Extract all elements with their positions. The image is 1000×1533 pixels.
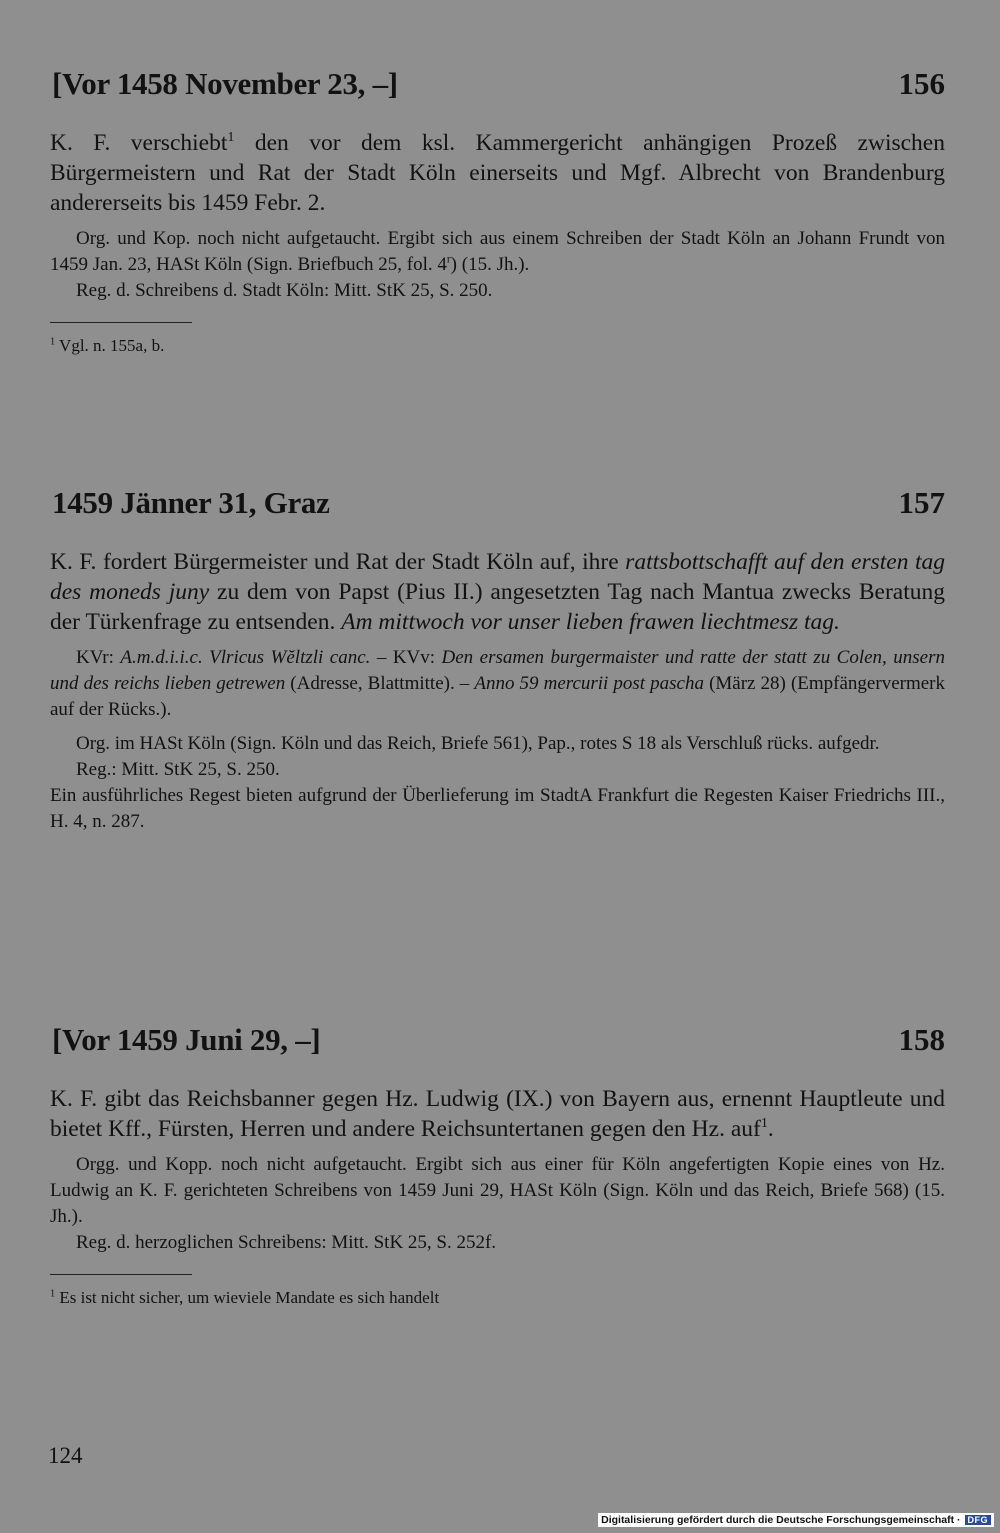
footnote-ref: 1 (227, 129, 235, 146)
entry-summary: K. F. gibt das Reichsbanner gegen Hz. Ludwig (IX.) von Bayern aus, ernennt Hauptleute und bietet Kff., Fürsten, Herren und andere Reichsuntertanen gegen den Hz. auf$^1$. (50, 1086, 945, 1142)
tradition-note: Orgg. und Kopp. noch nicht aufgetaucht. Ergibt sich aus einer für Köln angefertigten Kopie eines von Hz. Ludwig an K. F. gerichteten Schreibens von 1459 Juni 29, HASt Köln (Sign. Köln und das Reich, Briefe 568) (15. Jh.). (50, 1154, 945, 1227)
entry-date: [Vor 1459 Juni 29, –] (52, 1022, 321, 1057)
entry-summary: K. F. fordert Bürgermeister und Rat der Stadt Köln auf, ihre rattsbottschafft auf den ersten tag des moneds juny zu dem von Papst (Pius II.) angesetzten Tag nach Mantua zwecks Beratung der Türkenfrage zu entsenden. Am mittwoch vor unser lieben frawen liechtmesz tag. (50, 549, 945, 635)
footnote-ref: 1 (760, 1115, 768, 1132)
dfg-logo-icon: DFG (965, 1515, 992, 1525)
entry-number: 156 (898, 66, 945, 101)
digitization-credit (598, 1513, 994, 1527)
tradition-note: Org. im HASt Köln (Sign. Köln und das Reich, Briefe 561), Pap., rotes S 18 als Verschluß rücks. aufgedr. (76, 733, 880, 754)
footnote-divider (50, 1274, 192, 1275)
entry-157 (50, 485, 945, 835)
credit-text: Digitalisierung gefördert durch die Deutsche Forschungsgemeinschaft · (601, 1514, 961, 1526)
entry-158 (50, 1022, 945, 1309)
footnote-divider (50, 322, 192, 323)
regest-note: Reg. d. herzoglichen Schreibens: Mitt. StK 25, S. 252f. (76, 1232, 497, 1253)
footnote: $^1$ Es ist nicht sicher, um wieviele Mandate es sich handelt (50, 1288, 440, 1307)
entry-date: 1459 Jänner 31, Graz (52, 485, 330, 520)
page-number: 124 (48, 1443, 83, 1468)
entry-heading (50, 66, 945, 106)
literature-note: Ein ausführliches Regest bieten aufgrund der Überlieferung im StadtA Frankfurt die Regesten Kaiser Friedrichs III., H. 4, n. 287. (50, 785, 945, 832)
entry-date: [Vor 1458 November 23, –] (52, 66, 398, 101)
regest-note: Reg.: Mitt. StK 25, S. 250. (76, 759, 280, 780)
entry-heading (50, 485, 945, 525)
chancery-note: KVr: A.m.d.i.i.c. Vlricus Wĕltzli canc. – KVv: Den ersamen burgermaister und ratte der statt zu Colen, unsern und des reichs lieben getrewen (Adresse, Blattmitte). – Anno 59 mercurii post pascha (März 28) (Empfängervermerk auf der Rücks.). (50, 647, 945, 720)
regest-note: Reg. d. Schreibens d. Stadt Köln: Mitt. StK 25, S. 250. (76, 280, 493, 301)
entry-number: 157 (898, 485, 945, 520)
entry-summary: K. F. verschiebt$^1$ den vor dem ksl. Kammergericht anhängigen Prozeß zwischen Bürgermeistern und Rat der Stadt Köln einerseits und Mgf. Albrecht von Brandenburg andererseits bis 1459 Febr. 2. (50, 129, 945, 216)
tradition-note: Org. und Kop. noch nicht aufgetaucht. Ergibt sich aus einem Schreiben der Stadt Köln an Johann Frundt von 1459 Jan. 23, HASt Köln (Sign. Briefbuch 25, fol. 4$^r$) (15. Jh.). (50, 228, 945, 275)
footnote: $^1$ Vgl. n. 155a, b. (50, 336, 165, 355)
entry-number: 158 (898, 1022, 945, 1057)
entry-heading (50, 1022, 945, 1062)
entry-156 (50, 66, 945, 357)
